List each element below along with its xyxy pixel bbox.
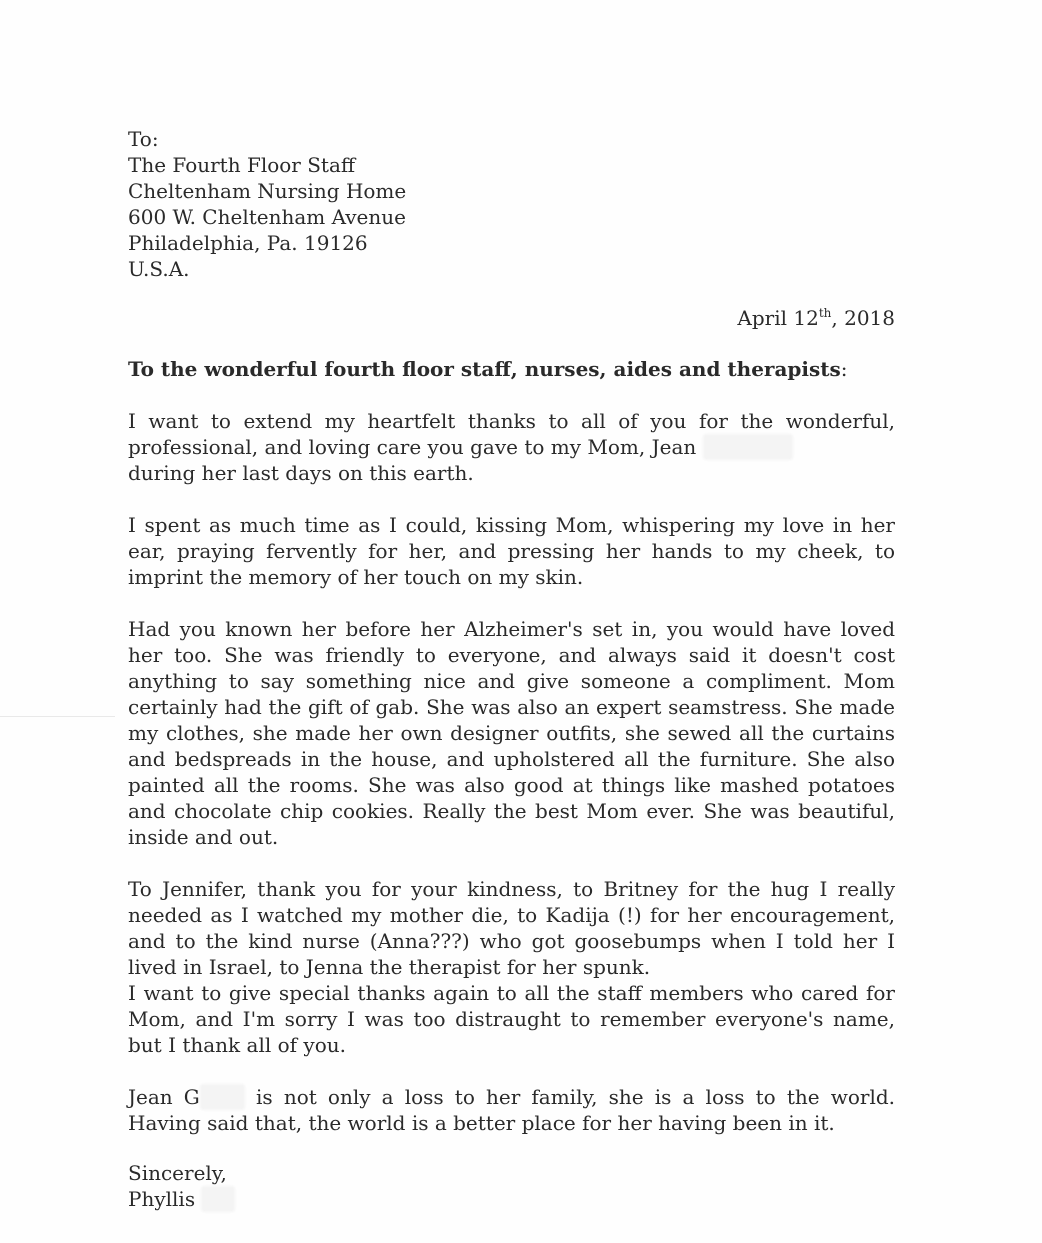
paragraph-special-thanks: I want to give special thanks again to all the staff members who cared for Mom, and I'm sorry I was too distraught to remember everyone's name, but I thank all of you. [128, 981, 895, 1057]
redacted-surname [201, 1186, 235, 1212]
paragraph-last-days: I spent as much time as I could, kissing Mom, whispering my love in her ear, praying fervently for her, and pressing her hands to my cheek, to imprint the memory of her touch on my skin. [128, 513, 895, 589]
address-line: 600 W. Cheltenham Avenue [128, 205, 406, 229]
to-label: To: [128, 127, 159, 151]
redacted-surname [703, 434, 793, 460]
date-month-day: April 12 [737, 306, 819, 330]
paragraph-staff-thanks: To Jennifer, thank you for your kindness, to Britney for the hug I really needed as I watched my mother die, to Kadija (!) for her encouragement, and to the kind nurse (Anna???) who got goosebumps when I told her I lived in Israel, to Jenna the therapist for her spunk. [128, 877, 895, 979]
letter-date [128, 305, 895, 331]
paragraph-loss-text: is not only a loss to her family, she is a loss to the world. Having said that, the world is a better place for her having been in it. [128, 1085, 895, 1135]
paragraph-about-mom: Had you known her before her Alzheimer's set in, you would have loved her too. She was friendly to everyone, and always said it doesn't cost anything to say something nice and give someone a compliment. Mom certainly had the gift of gab. She was also an expert seamstress. She made my clothes, she made her own designer outfits, she sewed all the curtains and bedspreads in the house, and upholstered all the furniture. She also painted all the rooms. She was also good at things like mashed potatoes and chocolate chip cookies. Really the best Mom ever. She was beautiful, inside and out. [128, 617, 895, 849]
valediction: Sincerely, [128, 1161, 227, 1185]
salutation-text: To the wonderful fourth floor staff, nurses, aides and therapists [128, 357, 841, 381]
address-line: The Fourth Floor Staff [128, 153, 356, 177]
address-line: Cheltenham Nursing Home [128, 179, 407, 203]
paragraph-thanks-text: I want to extend my heartfelt thanks to all of you for the wonderful, professional, and loving care you gave to my Mom, Jean [128, 409, 895, 459]
scan-artifact [0, 716, 115, 717]
redacted-surname [200, 1084, 245, 1110]
recipient-address [128, 126, 895, 282]
letter-body [128, 126, 895, 1212]
paragraph-loss [128, 1084, 895, 1136]
date-year: , 2018 [831, 306, 895, 330]
date-suffix: th [818, 306, 832, 320]
paragraph-thanks [128, 408, 895, 486]
salutation-colon: : [840, 357, 848, 381]
address-line: U.S.A. [128, 257, 190, 281]
closing [128, 1160, 895, 1212]
paragraph-thanks-end: during her last days on this earth. [128, 461, 474, 485]
address-line: Philadelphia, Pa. 19126 [128, 231, 368, 255]
signer-name [128, 1186, 895, 1212]
paragraph-loss-name: Jean G [128, 1085, 200, 1109]
salutation [128, 356, 895, 382]
signer-first-name: Phyllis [128, 1187, 196, 1211]
